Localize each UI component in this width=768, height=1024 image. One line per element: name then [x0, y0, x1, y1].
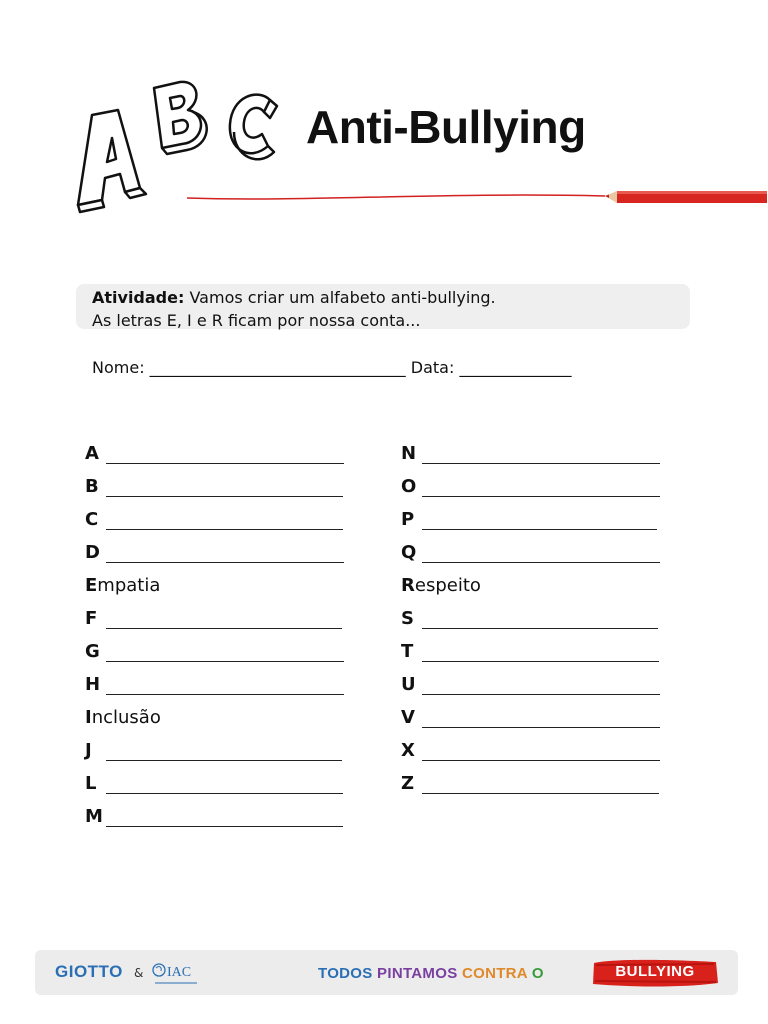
alphabet-row: [401, 602, 660, 635]
alphabet-letter: X: [401, 740, 415, 761]
example-word-initial: E: [85, 575, 98, 596]
answer-line[interactable]: [106, 647, 344, 662]
name-field[interactable]: Nome: ________________________________: [92, 358, 406, 377]
alphabet-row: [85, 701, 344, 734]
footer-banner: [35, 950, 738, 995]
bullying-badge: BULLYING: [615, 963, 695, 980]
giotto-logo: GIOTTO: [55, 962, 123, 981]
iac-logo-text: IAC: [167, 965, 192, 980]
alphabet-row: [85, 536, 344, 569]
alphabet-letter: Q: [401, 542, 417, 563]
answer-line[interactable]: [422, 680, 660, 695]
alphabet-letter: T: [401, 641, 414, 662]
example-word-initial: I: [85, 707, 92, 728]
alphabet-letter: Z: [401, 773, 415, 794]
answer-line[interactable]: [422, 779, 659, 794]
example-word: mpatia: [97, 575, 161, 596]
alphabet-row: [401, 668, 660, 701]
answer-line[interactable]: [106, 680, 344, 695]
date-field[interactable]: Data: ______________: [405, 358, 572, 377]
alphabet-letter: J: [85, 740, 92, 761]
slogan: TODOS PINTAMOS CONTRA O: [318, 965, 544, 982]
answer-line[interactable]: [106, 779, 343, 794]
answer-line[interactable]: [106, 548, 344, 563]
alphabet-column-left: [85, 437, 344, 833]
alphabet-column-right: [401, 437, 660, 800]
alphabet-row: [85, 503, 344, 536]
ampersand: &: [134, 966, 144, 980]
activity-label: Atividade:: [92, 288, 185, 307]
alphabet-row: [401, 767, 660, 800]
answer-line[interactable]: [422, 647, 659, 662]
alphabet-letter: H: [85, 674, 101, 695]
alphabet-letter: G: [85, 641, 100, 662]
answer-line[interactable]: [422, 746, 660, 761]
alphabet-row: [401, 437, 660, 470]
activity-instructions: [76, 284, 690, 329]
alphabet-row: [85, 800, 344, 833]
answer-line[interactable]: [422, 449, 660, 464]
alphabet-row: [401, 503, 660, 536]
alphabet-letter: P: [401, 509, 415, 530]
alphabet-letter: F: [85, 608, 98, 629]
answer-line[interactable]: [106, 746, 342, 761]
alphabet-row: [85, 437, 344, 470]
alphabet-row: [85, 569, 344, 602]
alphabet-letter: O: [401, 476, 417, 497]
alphabet-letter: U: [401, 674, 416, 695]
alphabet-letter: V: [401, 707, 415, 728]
name-date-fields[interactable]: [92, 358, 571, 377]
answer-line[interactable]: [106, 614, 342, 629]
answer-line[interactable]: [106, 812, 343, 827]
example-word: espeito: [414, 575, 481, 596]
alphabet-letter: M: [85, 806, 103, 827]
alphabet-letter: C: [85, 509, 99, 530]
answer-line[interactable]: [422, 482, 660, 497]
alphabet-letter: L: [85, 773, 97, 794]
answer-line[interactable]: [106, 515, 343, 530]
iac-logo: [151, 959, 201, 987]
alphabet-row: [85, 767, 344, 800]
alphabet-row: [401, 701, 660, 734]
alphabet-row: [85, 602, 344, 635]
alphabet-row: [85, 668, 344, 701]
alphabet-row: [401, 470, 660, 503]
alphabet-row: [85, 470, 344, 503]
example-word: nclusão: [91, 707, 161, 728]
alphabet-row: [401, 569, 660, 602]
alphabet-letter: A: [85, 443, 99, 464]
alphabet-letter: D: [85, 542, 100, 563]
alphabet-row: [85, 734, 344, 767]
activity-description-2: As letras E, I e R ficam por nossa conta...: [92, 311, 421, 330]
alphabet-letter: S: [401, 608, 414, 629]
answer-line[interactable]: [106, 449, 344, 464]
alphabet-letter: N: [401, 443, 417, 464]
alphabet-letter: B: [85, 476, 99, 497]
alphabet-row: [401, 536, 660, 569]
activity-description: Vamos criar um alfabeto anti-bullying.: [184, 288, 496, 307]
answer-line[interactable]: [422, 548, 660, 563]
answer-line[interactable]: [422, 614, 658, 629]
alphabet-row: [401, 635, 660, 668]
answer-line[interactable]: [422, 515, 657, 530]
alphabet-row: [85, 635, 344, 668]
red-pencil-illustration: [185, 188, 768, 212]
answer-line[interactable]: [106, 482, 343, 497]
answer-line[interactable]: [422, 713, 660, 728]
alphabet-row: [401, 734, 660, 767]
example-word-initial: R: [401, 575, 415, 596]
page-title: Anti-Bullying: [306, 101, 586, 153]
